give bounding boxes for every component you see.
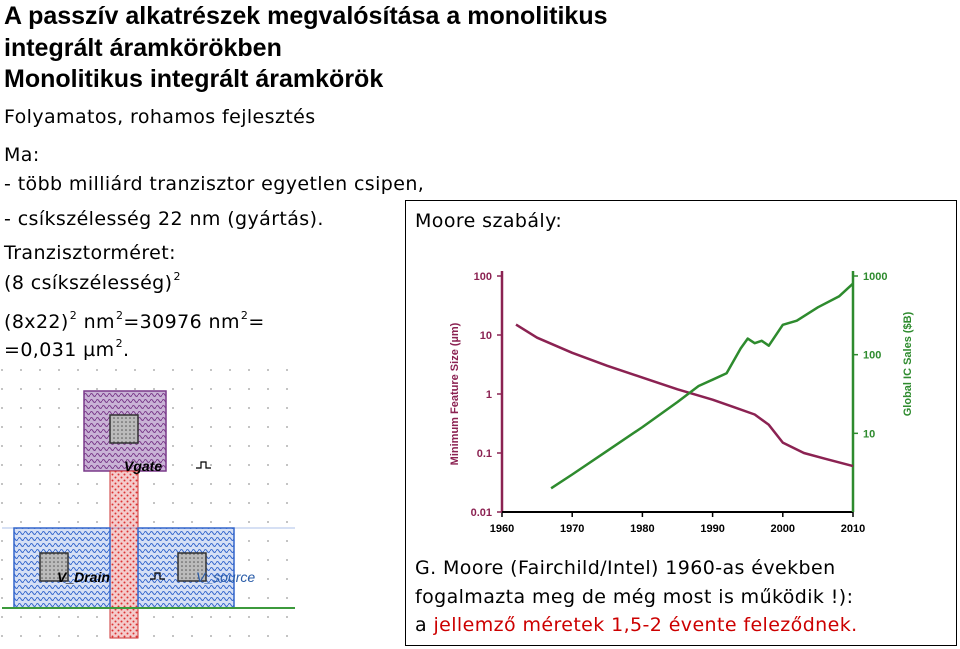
x-tick-label: 1980 — [630, 523, 655, 535]
formula-line-2 — [4, 309, 265, 333]
y-right-tick-label: 10 — [863, 428, 876, 441]
formula-3-part-a: =0,031 µm — [4, 339, 115, 361]
vgate-label: Vgate — [124, 458, 163, 474]
gate-poly — [110, 471, 138, 638]
transistor-layout — [0, 368, 300, 649]
text-line-3: - több milliárd tranzisztor egyetlen csipen, — [4, 173, 425, 195]
series-line-ic-sales — [551, 284, 853, 489]
formula-2-exp-3: 2 — [240, 309, 249, 322]
moore-box — [405, 200, 957, 646]
x-tick-label: 2000 — [770, 523, 796, 535]
moore-caption-2: fogalmazta meg de még most is működik !): — [415, 586, 854, 608]
x-tick-label: 1970 — [559, 523, 585, 535]
formula-3-part-b: . — [122, 339, 130, 361]
formula-2-part-a: (8x22) — [4, 311, 69, 333]
moore-heading: Moore szabály: — [415, 210, 563, 232]
y-left-tick-label: 10 — [479, 330, 492, 342]
moore-caption-1: G. Moore (Fairchild/Intel) 1960-as években — [415, 557, 836, 579]
y-left-tick-label: 100 — [473, 271, 492, 283]
page-subtitle: Monolitikus integrált áramkörök — [4, 65, 384, 93]
transistor-size-heading: Tranzisztorméret: — [4, 242, 176, 264]
text-line-1: Folyamatos, rohamos fejlesztés — [4, 106, 316, 128]
formula-2-part-d: = — [248, 311, 265, 333]
vdrain-label: V_Drain — [57, 569, 110, 585]
formula-2-part-c: =30976 nm — [123, 311, 240, 333]
y-left-tick-label: 1 — [485, 389, 492, 401]
formula-2-exp-2: 2 — [115, 309, 124, 322]
moore-caption-3 — [415, 614, 858, 636]
formula-1-exp: 2 — [173, 270, 181, 283]
text-line-4: - csíkszélesség 22 nm (gyártás). — [4, 208, 324, 230]
page-title-line-1: A passzív alkatrészek megvalósítása a monolitikus — [4, 2, 608, 30]
x-tick-label: 2010 — [840, 523, 866, 535]
formula-line-3 — [4, 337, 129, 361]
formula-line-1 — [4, 270, 181, 294]
formula-1-text: (8 csíkszélesség) — [4, 272, 173, 294]
y-left-tick-label: 0.1 — [476, 448, 492, 460]
page-title-line-2: integrált áramkörökben — [4, 34, 282, 62]
text-line-2: Ma: — [4, 144, 40, 166]
y-left-axis-title: Minimum Feature Size (µm) — [449, 322, 461, 466]
moore-chart — [436, 256, 936, 546]
moore-caption-3-prefix: a — [415, 614, 434, 636]
y-left-tick-label: 0.01 — [470, 507, 492, 519]
formula-3-exp: 2 — [115, 337, 123, 350]
y-right-axis-title: Global IC Sales ($B) — [902, 311, 914, 417]
vsource-label: V_source — [196, 569, 256, 585]
x-tick-label: 1990 — [700, 523, 725, 535]
formula-2-part-b: nm — [77, 311, 115, 333]
formula-2-exp-1: 2 — [69, 309, 78, 322]
gate-contact — [110, 415, 138, 443]
y-right-tick-label: 1000 — [863, 271, 888, 283]
moore-caption-3-highlight: jellemző méretek 1,5-2 évente feleződnek. — [433, 614, 858, 636]
x-tick-label: 1960 — [489, 523, 515, 535]
y-right-tick-label: 100 — [863, 349, 882, 362]
